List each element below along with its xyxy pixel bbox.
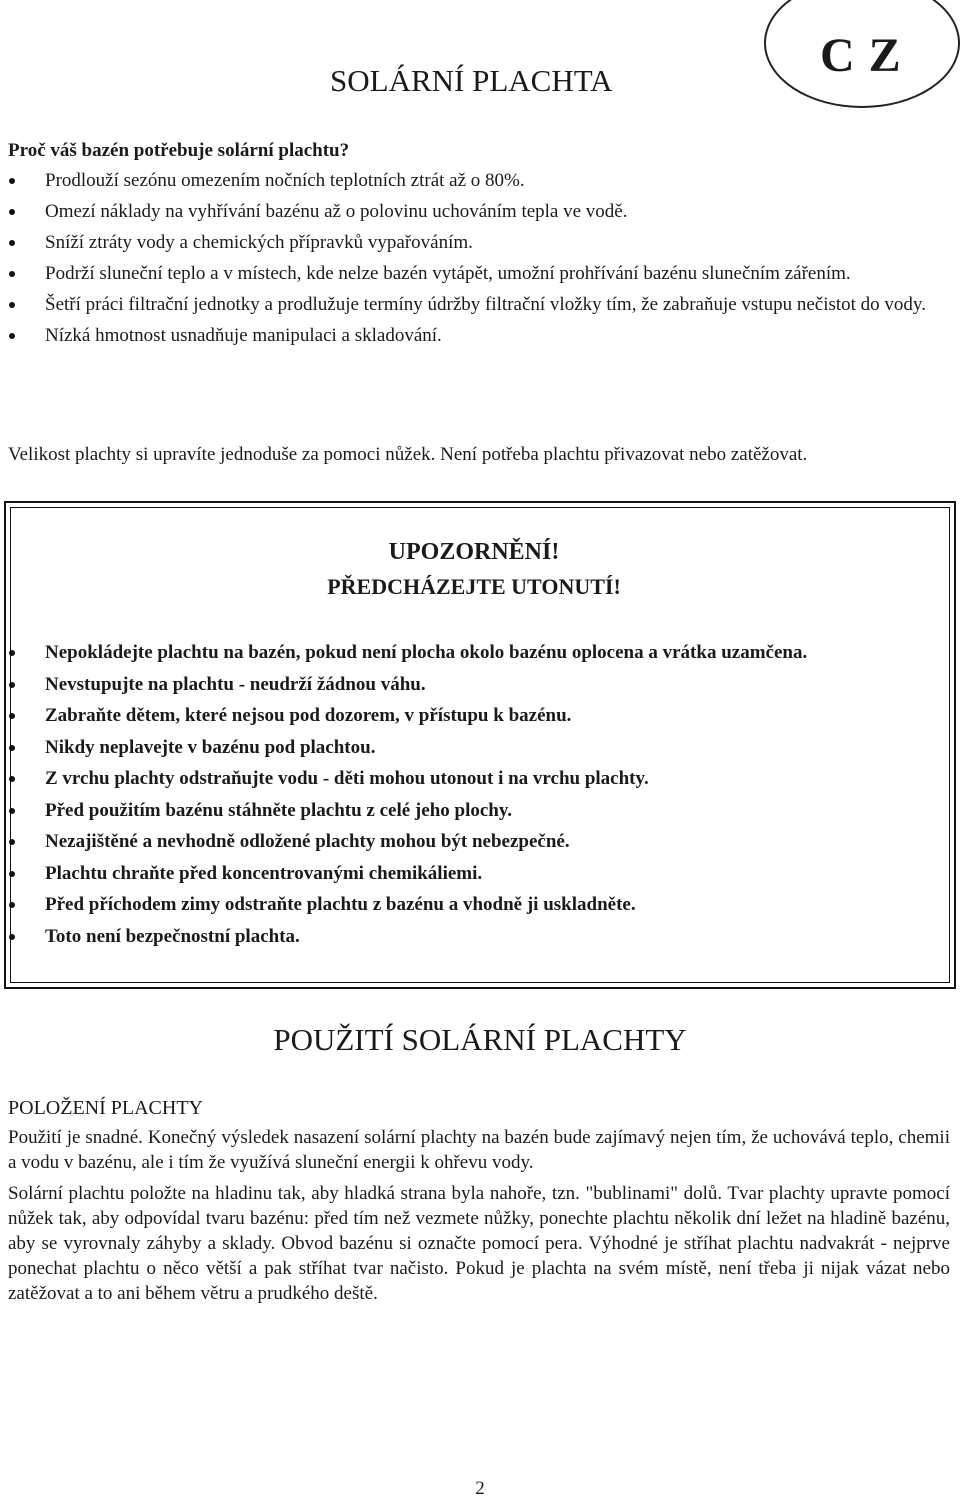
list-item-text: Z vrchu plachty odstraňujte vodu - děti mohou utonout i na vrchu plachty.	[45, 768, 649, 789]
list-item-text: Nízká hmotnost usnadňuje manipulaci a skladování.	[45, 325, 442, 346]
warning-subtitle: PŘEDCHÁZEJTE UTONUTÍ!	[327, 574, 621, 599]
list-item	[0, 672, 950, 698]
list-item-text: Zabraňte dětem, které nejsou pod dozorem, v přístupu k bazénu.	[45, 705, 572, 726]
bullet-icon	[9, 271, 15, 277]
intro-question: Proč váš bazén potřebuje solární plachtu?	[8, 140, 350, 161]
list-item	[0, 292, 952, 318]
list-item	[0, 640, 950, 666]
list-item-text: Nezajištěné a nevhodně odložené plachty mohou být nebezpečné.	[45, 831, 570, 852]
bullet-icon	[9, 808, 15, 814]
size-note: Velikost plachty si upravíte jednoduše za pomoci nůžek. Není potřeba plachtu přivazovat nebo zatěžovat.	[8, 444, 808, 465]
list-item	[0, 924, 950, 950]
usage-title: POUŽITÍ SOLÁRNÍ PLACHTY	[273, 1022, 687, 1057]
benefits-list	[0, 168, 952, 354]
page-number: 2	[475, 1478, 485, 1499]
bullet-icon	[9, 745, 15, 751]
list-item	[0, 261, 952, 287]
list-item-text: Šetří práci filtrační jednotky a prodlužuje termíny údržby filtrační vložky tím, že zabraňuje vstupu nečistot do vody.	[45, 294, 926, 315]
bullet-icon	[9, 650, 15, 656]
usage-paragraph-1: Použití je snadné. Konečný výsledek nasazení solární plachty na bazén bude zajímavý nejen tím, že uchovává teplo, chemii a vodu v bazénu, ale i tím že využívá sluneční energii k ohřevu vody.	[8, 1127, 950, 1173]
section-heading: POLOŽENÍ PLACHTY	[8, 1097, 203, 1119]
list-item	[0, 766, 950, 792]
list-item-text: Nevstupujte na plachtu - neudrží žádnou váhu.	[45, 673, 426, 695]
list-item	[0, 168, 952, 194]
list-item	[0, 798, 950, 824]
list-item	[0, 230, 952, 256]
page-title: SOLÁRNÍ PLACHTA	[330, 63, 613, 98]
list-item	[0, 861, 950, 887]
usage-paragraph-2: Solární plachtu položte na hladinu tak, aby hladká strana byla nahoře, tzn. "bublinami" dolů. Tvar plachty upravte pomocí nůžek tak, aby odpovídal tvaru bazénu: před tím než vezmete nůžky, ponechte plachtu několik dní ležet na hladině bazénu, aby se vyrovnaly záhyby a sklady. Obvod bazénu si označte pomocí pera. Výhodné je stříhat plachtu nadvakrát - nejprve ponechat plachtu o něco větší a pak stříhat tvar načisto. Pokud je plachta na svém místě, není třeba ji nijak vázat nebo zatěžovat a to ani během větru a prudkého deště.	[8, 1183, 950, 1304]
list-item-text: Nepokládejte plachtu na bazén, pokud není plocha okolo bazénu oplocena a vrátka uzamčena.	[45, 642, 808, 663]
list-item-text: Sníží ztráty vody a chemických přípravků vypařováním.	[45, 232, 473, 253]
list-item-text: Plachtu chraňte před koncentrovanými chemikáliemi.	[45, 862, 483, 884]
list-item-text: Nikdy neplavejte v bazénu pod plachtou.	[45, 736, 376, 758]
list-item-text: Prodlouží sezónu omezením nočních teplotních ztrát až o 80%.	[45, 170, 525, 191]
warning-title: UPOZORNĚNÍ!	[388, 539, 560, 565]
list-item	[0, 829, 950, 855]
list-item-text: Před použitím bazénu stáhněte plachtu z celé jeho plochy.	[45, 799, 513, 821]
list-item-text: Před příchodem zimy odstraňte plachtu z bazénu a vhodně ji uskladněte.	[45, 894, 636, 915]
bullet-icon	[9, 871, 15, 877]
list-item	[0, 735, 950, 761]
list-item	[0, 703, 950, 729]
bullet-icon	[9, 776, 15, 782]
bullet-icon	[9, 713, 15, 719]
list-item-text: Podrží sluneční teplo a v místech, kde nelze bazén vytápět, umožní prohřívání bazénu slunečním zářením.	[45, 263, 851, 284]
bullet-icon	[9, 209, 15, 215]
bullet-icon	[9, 240, 15, 246]
warnings-list	[0, 640, 950, 955]
list-item	[0, 323, 952, 349]
language-code: C Z	[820, 29, 902, 82]
bullet-icon	[9, 934, 15, 940]
bullet-icon	[9, 902, 15, 908]
bullet-icon	[9, 302, 15, 308]
list-item-text: Toto není bezpečnostní plachta.	[45, 925, 300, 947]
list-item	[0, 199, 952, 225]
bullet-icon	[9, 333, 15, 339]
bullet-icon	[9, 682, 15, 688]
bullet-icon	[9, 839, 15, 845]
list-item-text: Omezí náklady na vyhřívání bazénu až o polovinu uchováním tepla ve vodě.	[45, 201, 628, 222]
list-item	[0, 892, 950, 918]
bullet-icon	[9, 178, 15, 184]
